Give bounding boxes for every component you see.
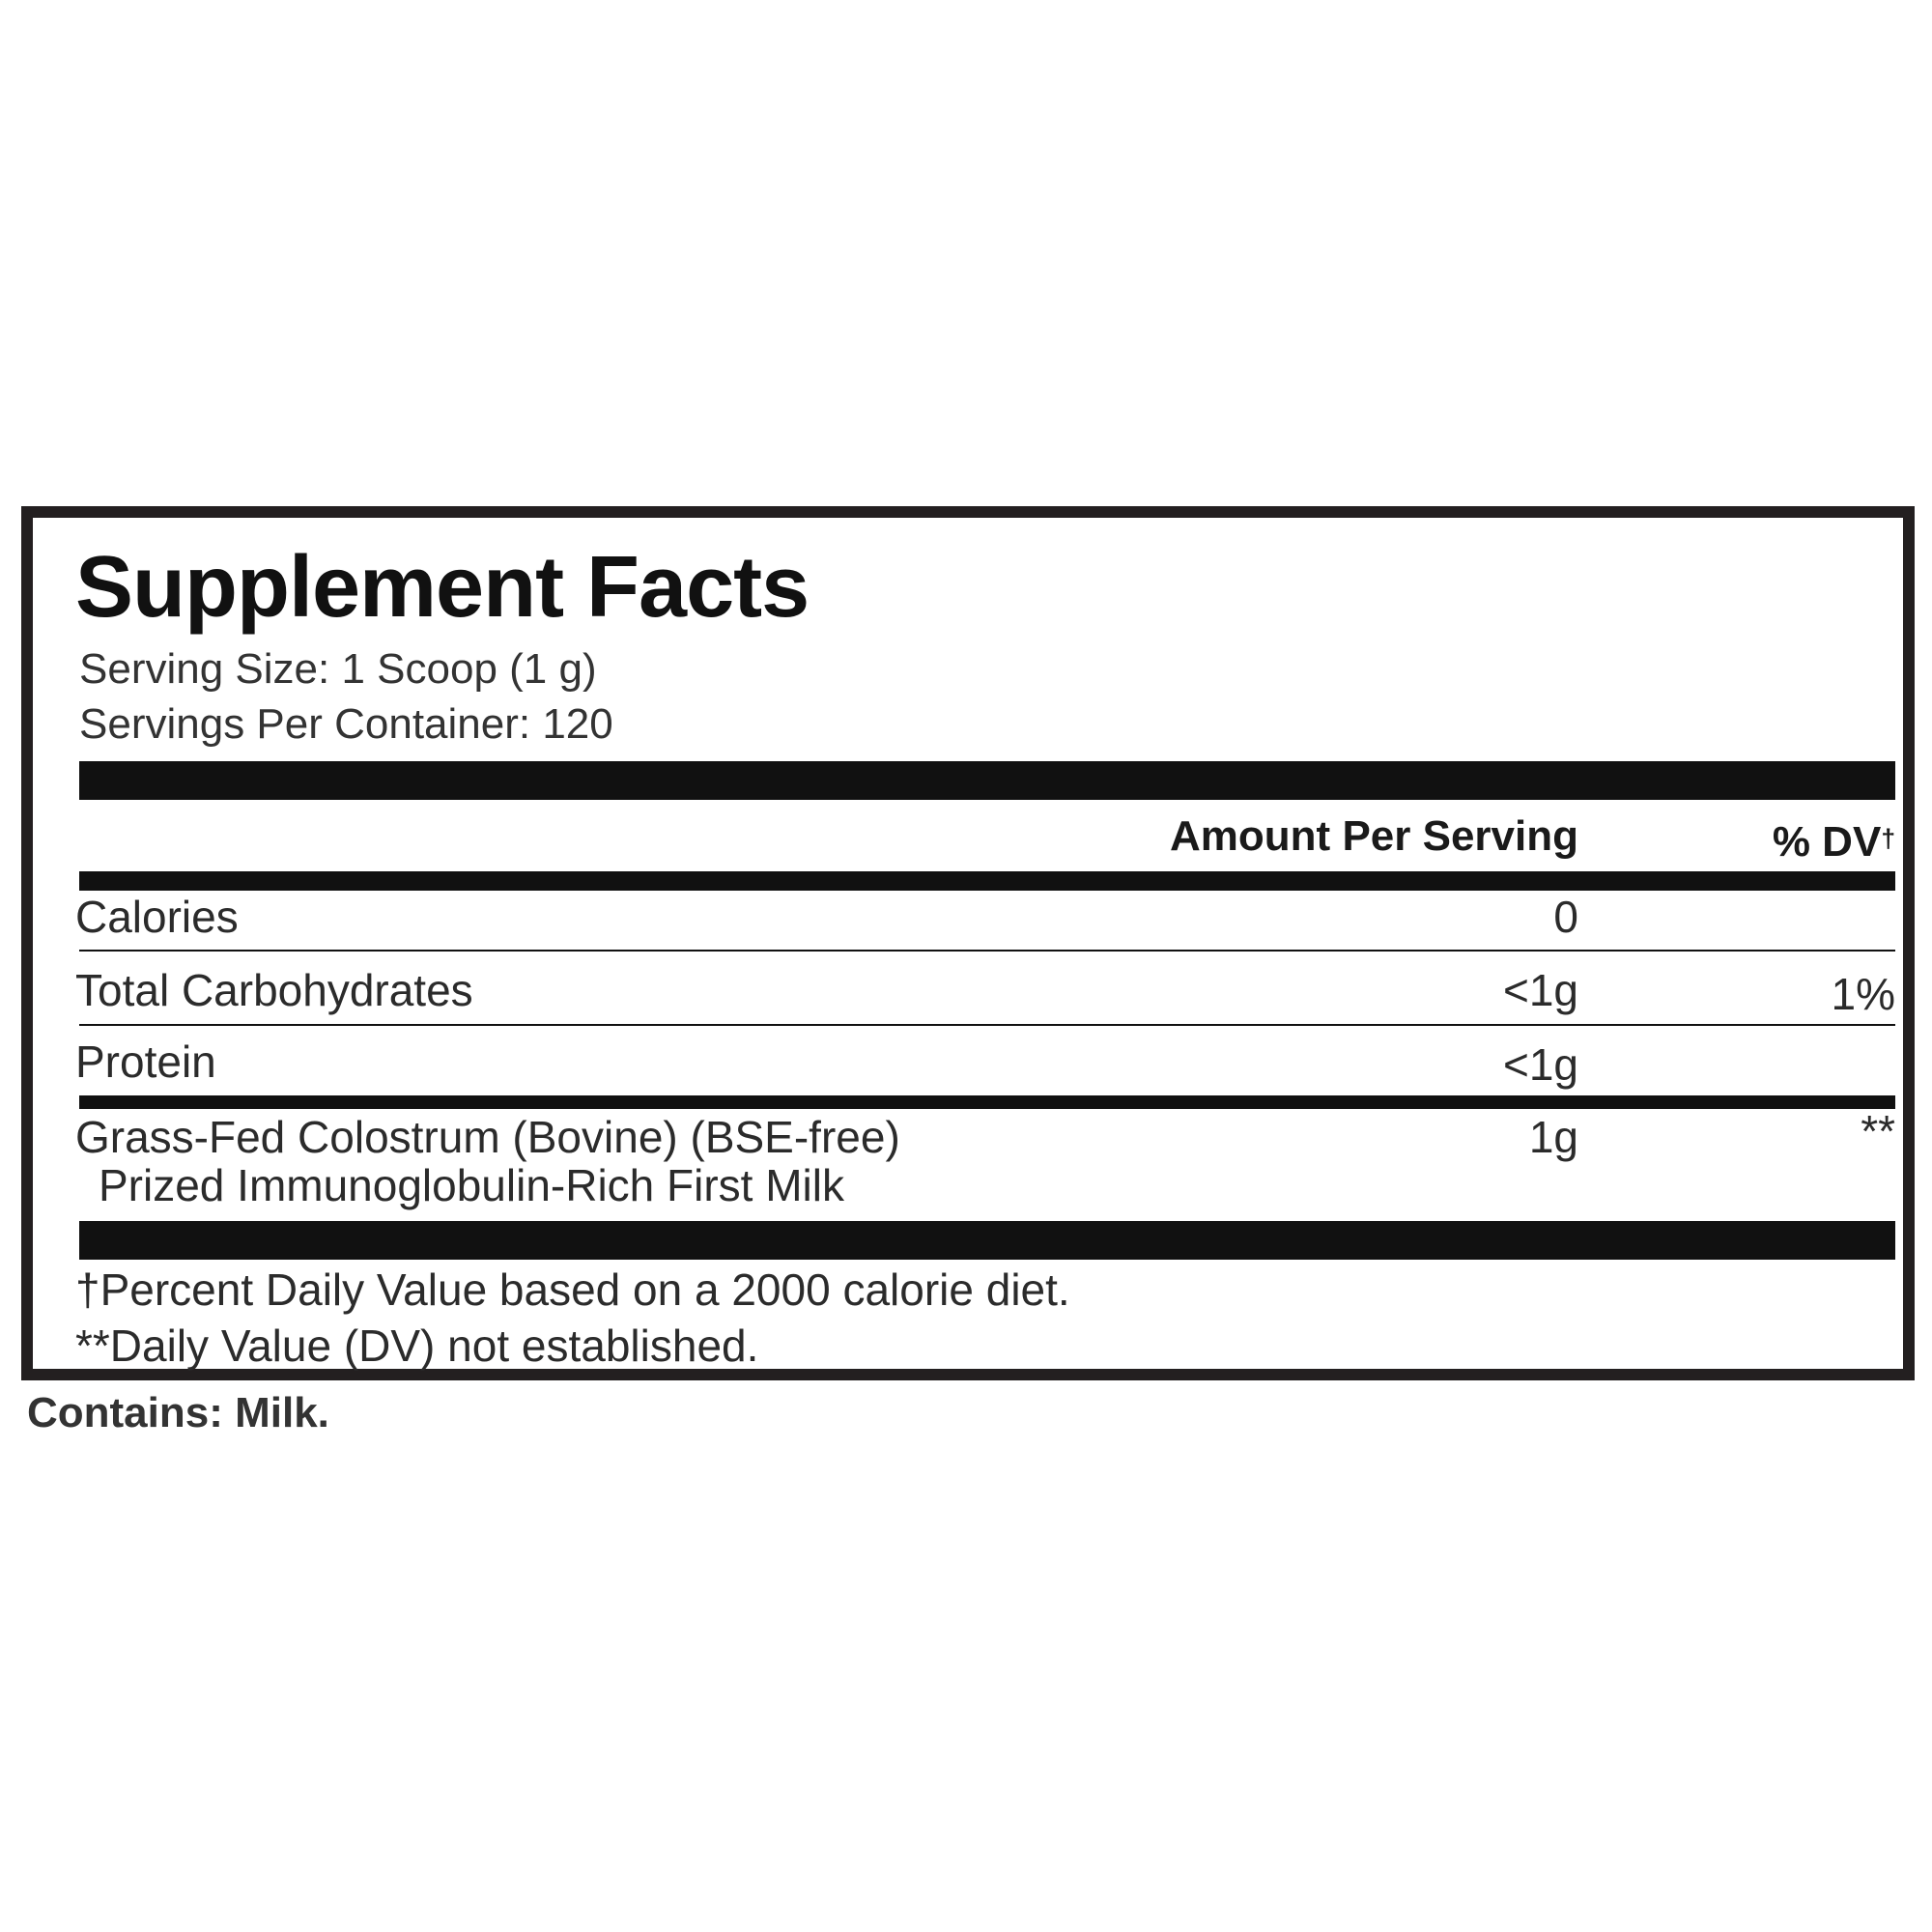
footnote-daily-value: †Percent Daily Value based on a 2000 calorie diet. xyxy=(75,1264,1070,1315)
footnote-dv-not-established: **Daily Value (DV) not established. xyxy=(75,1321,759,1371)
dagger-mark: † xyxy=(1881,824,1895,853)
divider-thick-top xyxy=(79,761,1895,800)
allergen-statement: Contains: Milk. xyxy=(27,1389,329,1436)
row-protein-amount: <1g xyxy=(1502,1039,1578,1090)
row-colostrum-name: Grass-Fed Colostrum (Bovine) (BSE-free) xyxy=(75,1112,900,1162)
row-protein-name: Protein xyxy=(75,1037,216,1087)
row-divider xyxy=(79,1024,1895,1026)
column-header-dv xyxy=(1675,817,1895,867)
row-colostrum-dv: ** xyxy=(1861,1106,1895,1156)
row-calories-amount: 0 xyxy=(1553,892,1578,942)
row-divider xyxy=(79,950,1895,952)
row-carbs-amount: <1g xyxy=(1502,965,1578,1015)
servings-per-container: Servings Per Container: 120 xyxy=(79,700,613,748)
divider-thick-bottom xyxy=(79,1221,1895,1260)
serving-size: Serving Size: 1 Scoop (1 g) xyxy=(79,645,597,693)
column-header-dv-text: % DV xyxy=(1772,818,1882,866)
row-carbs-name: Total Carbohydrates xyxy=(75,965,473,1015)
supplement-facts-panel xyxy=(21,506,1915,1380)
panel-title: Supplement Facts xyxy=(75,539,810,636)
divider-medium xyxy=(79,871,1895,891)
row-colostrum-subname: Prized Immunoglobulin-Rich First Milk xyxy=(99,1160,844,1210)
row-carbs-dv: 1% xyxy=(1831,969,1895,1019)
divider-ingredients xyxy=(79,1095,1895,1109)
row-calories-name: Calories xyxy=(75,892,239,942)
column-header-amount: Amount Per Serving xyxy=(1170,812,1578,860)
row-colostrum-amount: 1g xyxy=(1528,1112,1578,1162)
